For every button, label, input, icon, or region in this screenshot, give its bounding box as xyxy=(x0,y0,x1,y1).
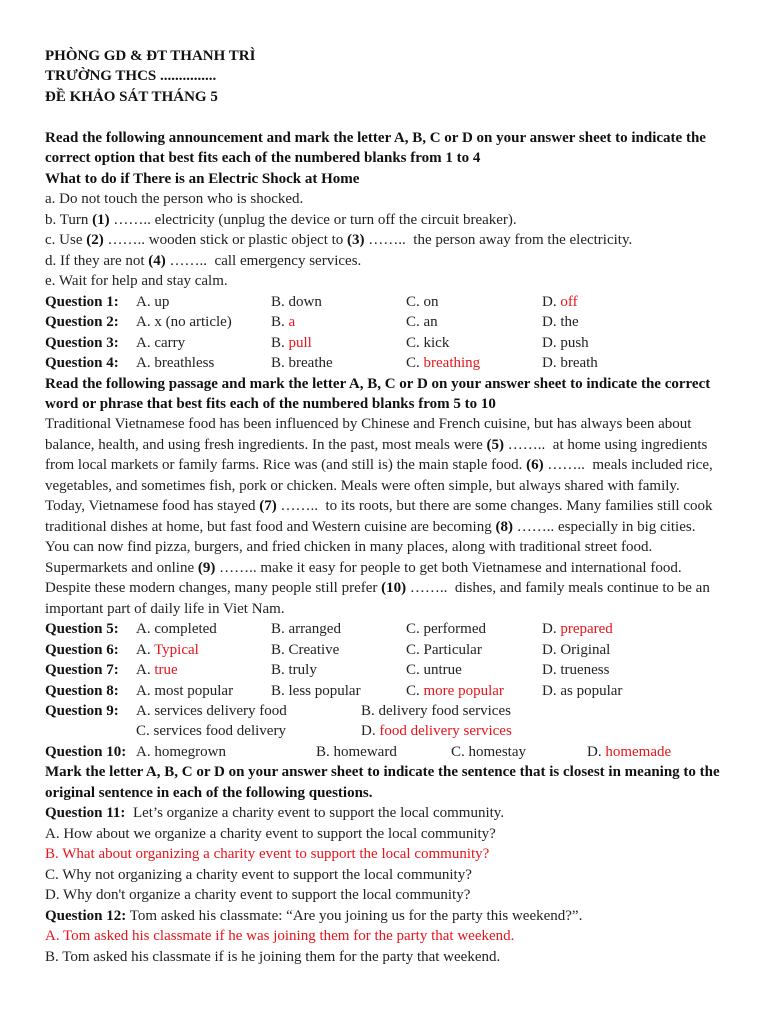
question-row xyxy=(45,681,745,701)
text-segment: important part of daily life in Viet Nam. xyxy=(45,600,285,617)
option-a: A. true xyxy=(136,662,178,679)
questions-1-4 xyxy=(45,292,745,374)
option-d: D. breath xyxy=(542,355,598,372)
question-12-stem: Question 12: Tom asked his classmate: “Are you joining us for the party this weekend?”. xyxy=(45,907,583,924)
text-segment: …….. wooden stick or plastic object to xyxy=(103,232,348,249)
option-a: A. breathless xyxy=(136,355,215,372)
section3-instruction: Mark the letter A, B, C or D on your answer sheet to indicate the sentence that is closest in meaning to the xyxy=(45,764,720,781)
text-segment: …….. especially in big cities. xyxy=(512,518,696,535)
question-label: Question 8: xyxy=(45,682,119,699)
option-b: B. Creative xyxy=(271,641,340,658)
question-label: Question 5: xyxy=(45,621,119,638)
text-segment: Today, Vietnamese food has stayed xyxy=(45,498,260,515)
correct-answer: off xyxy=(560,293,578,310)
text-segment: You can now find pizza, burgers, and fried chicken in many places, along with traditional street food. xyxy=(45,539,653,556)
correct-answer: a xyxy=(288,314,296,331)
question-row xyxy=(45,292,745,312)
text-line xyxy=(45,210,745,230)
school-header: TRƯỜNG THCS ............... xyxy=(45,68,217,85)
blank-number: (6) xyxy=(526,457,544,474)
text-segment: vegetables, and sometimes fish, pork or chicken. Meals were often simple, but always shared with family. xyxy=(45,477,680,494)
option-a: A. up xyxy=(136,293,170,310)
text-line xyxy=(45,476,745,496)
text-segment: c. Use xyxy=(45,232,87,249)
text-segment: …….. call emergency services. xyxy=(165,252,362,269)
text-segment: Traditional Vietnamese food has been influenced by Chinese and French cuisine, but has always been about xyxy=(45,416,692,433)
option-a: A. completed xyxy=(136,621,217,638)
text-line xyxy=(45,435,745,455)
text-line xyxy=(45,230,745,250)
option-c: C. breathing xyxy=(406,355,481,372)
question-label: Question 2: xyxy=(45,314,119,331)
section3-instruction: original sentence in each of the following questions. xyxy=(45,784,373,801)
text-line xyxy=(45,455,745,475)
correct-answer: true xyxy=(154,662,178,679)
announcement-title: What to do if There is an Electric Shock at Home xyxy=(45,170,360,187)
text-line xyxy=(45,271,745,291)
option-a: A. Typical xyxy=(136,641,199,658)
blank-number: (9) xyxy=(197,559,216,576)
exam-document xyxy=(45,46,745,967)
option-b: B. arranged xyxy=(271,621,341,638)
option-c: C. performed xyxy=(406,621,486,638)
section1-instruction: correct option that best fits each of the numbered blanks from 1 to 4 xyxy=(45,150,481,167)
exam-title: ĐỀ KHẢO SÁT THÁNG 5 xyxy=(45,88,218,105)
option-c: C. services food delivery xyxy=(136,723,286,740)
text-segment: …….. meals included rice, xyxy=(543,457,713,474)
blank-number: (3) xyxy=(347,232,365,249)
correct-answer: pull xyxy=(288,334,312,351)
option-b: B. breathe xyxy=(271,355,333,372)
blank-number: (2) xyxy=(86,232,104,249)
question-row xyxy=(45,660,745,680)
questions-5-8 xyxy=(45,619,745,701)
correct-answer: prepared xyxy=(560,621,613,638)
option-c: C. homestay xyxy=(451,743,526,760)
question-11-stem: Question 11: Let’s organize a charity event to support the local community. xyxy=(45,805,505,822)
text-line xyxy=(45,251,745,271)
option-d: D. Original xyxy=(542,641,611,658)
blank-number: (5) xyxy=(486,436,505,453)
question-12-options xyxy=(45,926,745,967)
blank-number: (8) xyxy=(495,518,513,535)
blank-number: (10) xyxy=(381,580,407,597)
correct-answer: Typical xyxy=(154,641,199,658)
text-segment: Supermarkets and online xyxy=(45,559,198,576)
option-d: D. Why don't organize a charity event to support the local community? xyxy=(45,887,471,904)
text-line xyxy=(45,496,745,516)
option-a: A. x (no article) xyxy=(136,314,232,331)
option-a: A. carry xyxy=(136,334,186,351)
text-segment: …….. electricity (unplug the device or turn off the circuit breaker). xyxy=(109,211,517,228)
text-line xyxy=(45,537,745,557)
text-line xyxy=(45,189,745,209)
option-d: D. off xyxy=(542,293,578,310)
option-c: C. an xyxy=(406,314,438,331)
question-11-options xyxy=(45,824,745,906)
passage-body xyxy=(45,414,745,619)
section2-instruction: Read the following passage and mark the letter A, B, C or D on your answer sheet to indicate the correct xyxy=(45,375,711,392)
question-row xyxy=(45,640,745,660)
text-segment: …….. to its roots, but there are some changes. Many families still cook xyxy=(276,498,713,515)
option-d: D. prepared xyxy=(542,621,613,638)
option-d: D. homemade xyxy=(587,743,672,760)
option-c: C. Particular xyxy=(406,641,482,658)
text-segment: …….. dishes, and family meals continue to be an xyxy=(406,580,710,597)
question-10 xyxy=(45,742,745,762)
option-a: A. most popular xyxy=(136,682,234,699)
option-d: D. as popular xyxy=(542,682,623,699)
option-c: C. more popular xyxy=(406,682,504,699)
text-segment: b. Turn xyxy=(45,211,93,228)
text-line xyxy=(45,578,745,598)
option-d: D. trueness xyxy=(542,662,610,679)
text-line xyxy=(45,414,745,434)
option-a: A. How about we organize a charity event to support the local community? xyxy=(45,825,496,842)
question-label: Question 10: xyxy=(45,743,127,760)
option-b: B. less popular xyxy=(271,682,361,699)
option-d: D. food delivery services xyxy=(361,723,512,740)
option-a: A. Tom asked his classmate if he was joining them for the party that weekend. xyxy=(45,928,515,945)
question-9 xyxy=(45,701,745,721)
blank-number: (1) xyxy=(92,211,110,228)
question-label: Question 3: xyxy=(45,334,119,351)
question-9-row2 xyxy=(45,721,745,741)
blank-number: (4) xyxy=(148,252,166,269)
option-c: C. kick xyxy=(406,334,450,351)
text-segment: balance, health, and using fresh ingredients. In the past, most meals were xyxy=(45,436,487,453)
question-label: Question 6: xyxy=(45,641,119,658)
option-b: B. truly xyxy=(271,662,317,679)
text-line xyxy=(45,599,745,619)
text-segment: …….. at home using ingredients xyxy=(504,436,708,453)
option-b: B. homeward xyxy=(316,743,397,760)
question-row xyxy=(45,333,745,353)
option-c: C. untrue xyxy=(406,662,462,679)
correct-answer: more popular xyxy=(423,682,504,699)
option-c: C. Why not organizing a charity event to support the local community? xyxy=(45,866,472,883)
text-segment: …….. the person away from the electricity. xyxy=(364,232,633,249)
option-b: B. a xyxy=(271,314,296,331)
option-b: B. pull xyxy=(271,334,312,351)
question-row xyxy=(45,353,745,373)
text-line xyxy=(45,517,745,537)
question-label: Question 1: xyxy=(45,293,119,310)
correct-answer: breathing xyxy=(423,355,481,372)
text-segment: from local markets or family farms. Rice was (and still is) the main staple food. xyxy=(45,457,527,474)
department-header: PHÒNG GD & ĐT THANH TRÌ xyxy=(45,48,256,64)
question-row xyxy=(45,619,745,639)
section2-instruction: word or phrase that best fits each of the numbered blanks from 5 to 10 xyxy=(45,395,496,412)
option-a: A. services delivery food xyxy=(136,703,287,719)
announcement-body xyxy=(45,189,745,291)
text-segment: a. Do not touch the person who is shocked. xyxy=(45,191,304,208)
text-line xyxy=(45,558,745,578)
option-b: B. What about organizing a charity event to support the local community? xyxy=(45,846,490,863)
option-a: A. homegrown xyxy=(136,743,226,760)
option-d: D. push xyxy=(542,334,589,351)
text-segment: e. Wait for help and stay calm. xyxy=(45,273,228,290)
question-label: Question 4: xyxy=(45,355,119,372)
text-segment: …….. make it easy for people to get both Vietnamese and international food. xyxy=(215,559,682,576)
option-c: C. on xyxy=(406,293,439,310)
text-segment: d. If they are not xyxy=(45,252,149,269)
text-segment: Despite these modern changes, many people still prefer xyxy=(45,580,382,597)
option-b: B. down xyxy=(271,293,322,310)
option-d: D. the xyxy=(542,314,579,331)
blank-number: (7) xyxy=(259,498,277,515)
text-segment: traditional dishes at home, but fast food and Western cuisine are becoming xyxy=(45,518,496,535)
question-row xyxy=(45,312,745,332)
question-label: Question 9: xyxy=(45,703,119,719)
section1-instruction: Read the following announcement and mark the letter A, B, C or D on your answer sheet to indicate the xyxy=(45,129,706,146)
question-label: Question 7: xyxy=(45,662,119,679)
option-b: B. delivery food services xyxy=(361,703,511,719)
option-b: B. Tom asked his classmate if is he joining them for the party that weekend. xyxy=(45,948,501,965)
